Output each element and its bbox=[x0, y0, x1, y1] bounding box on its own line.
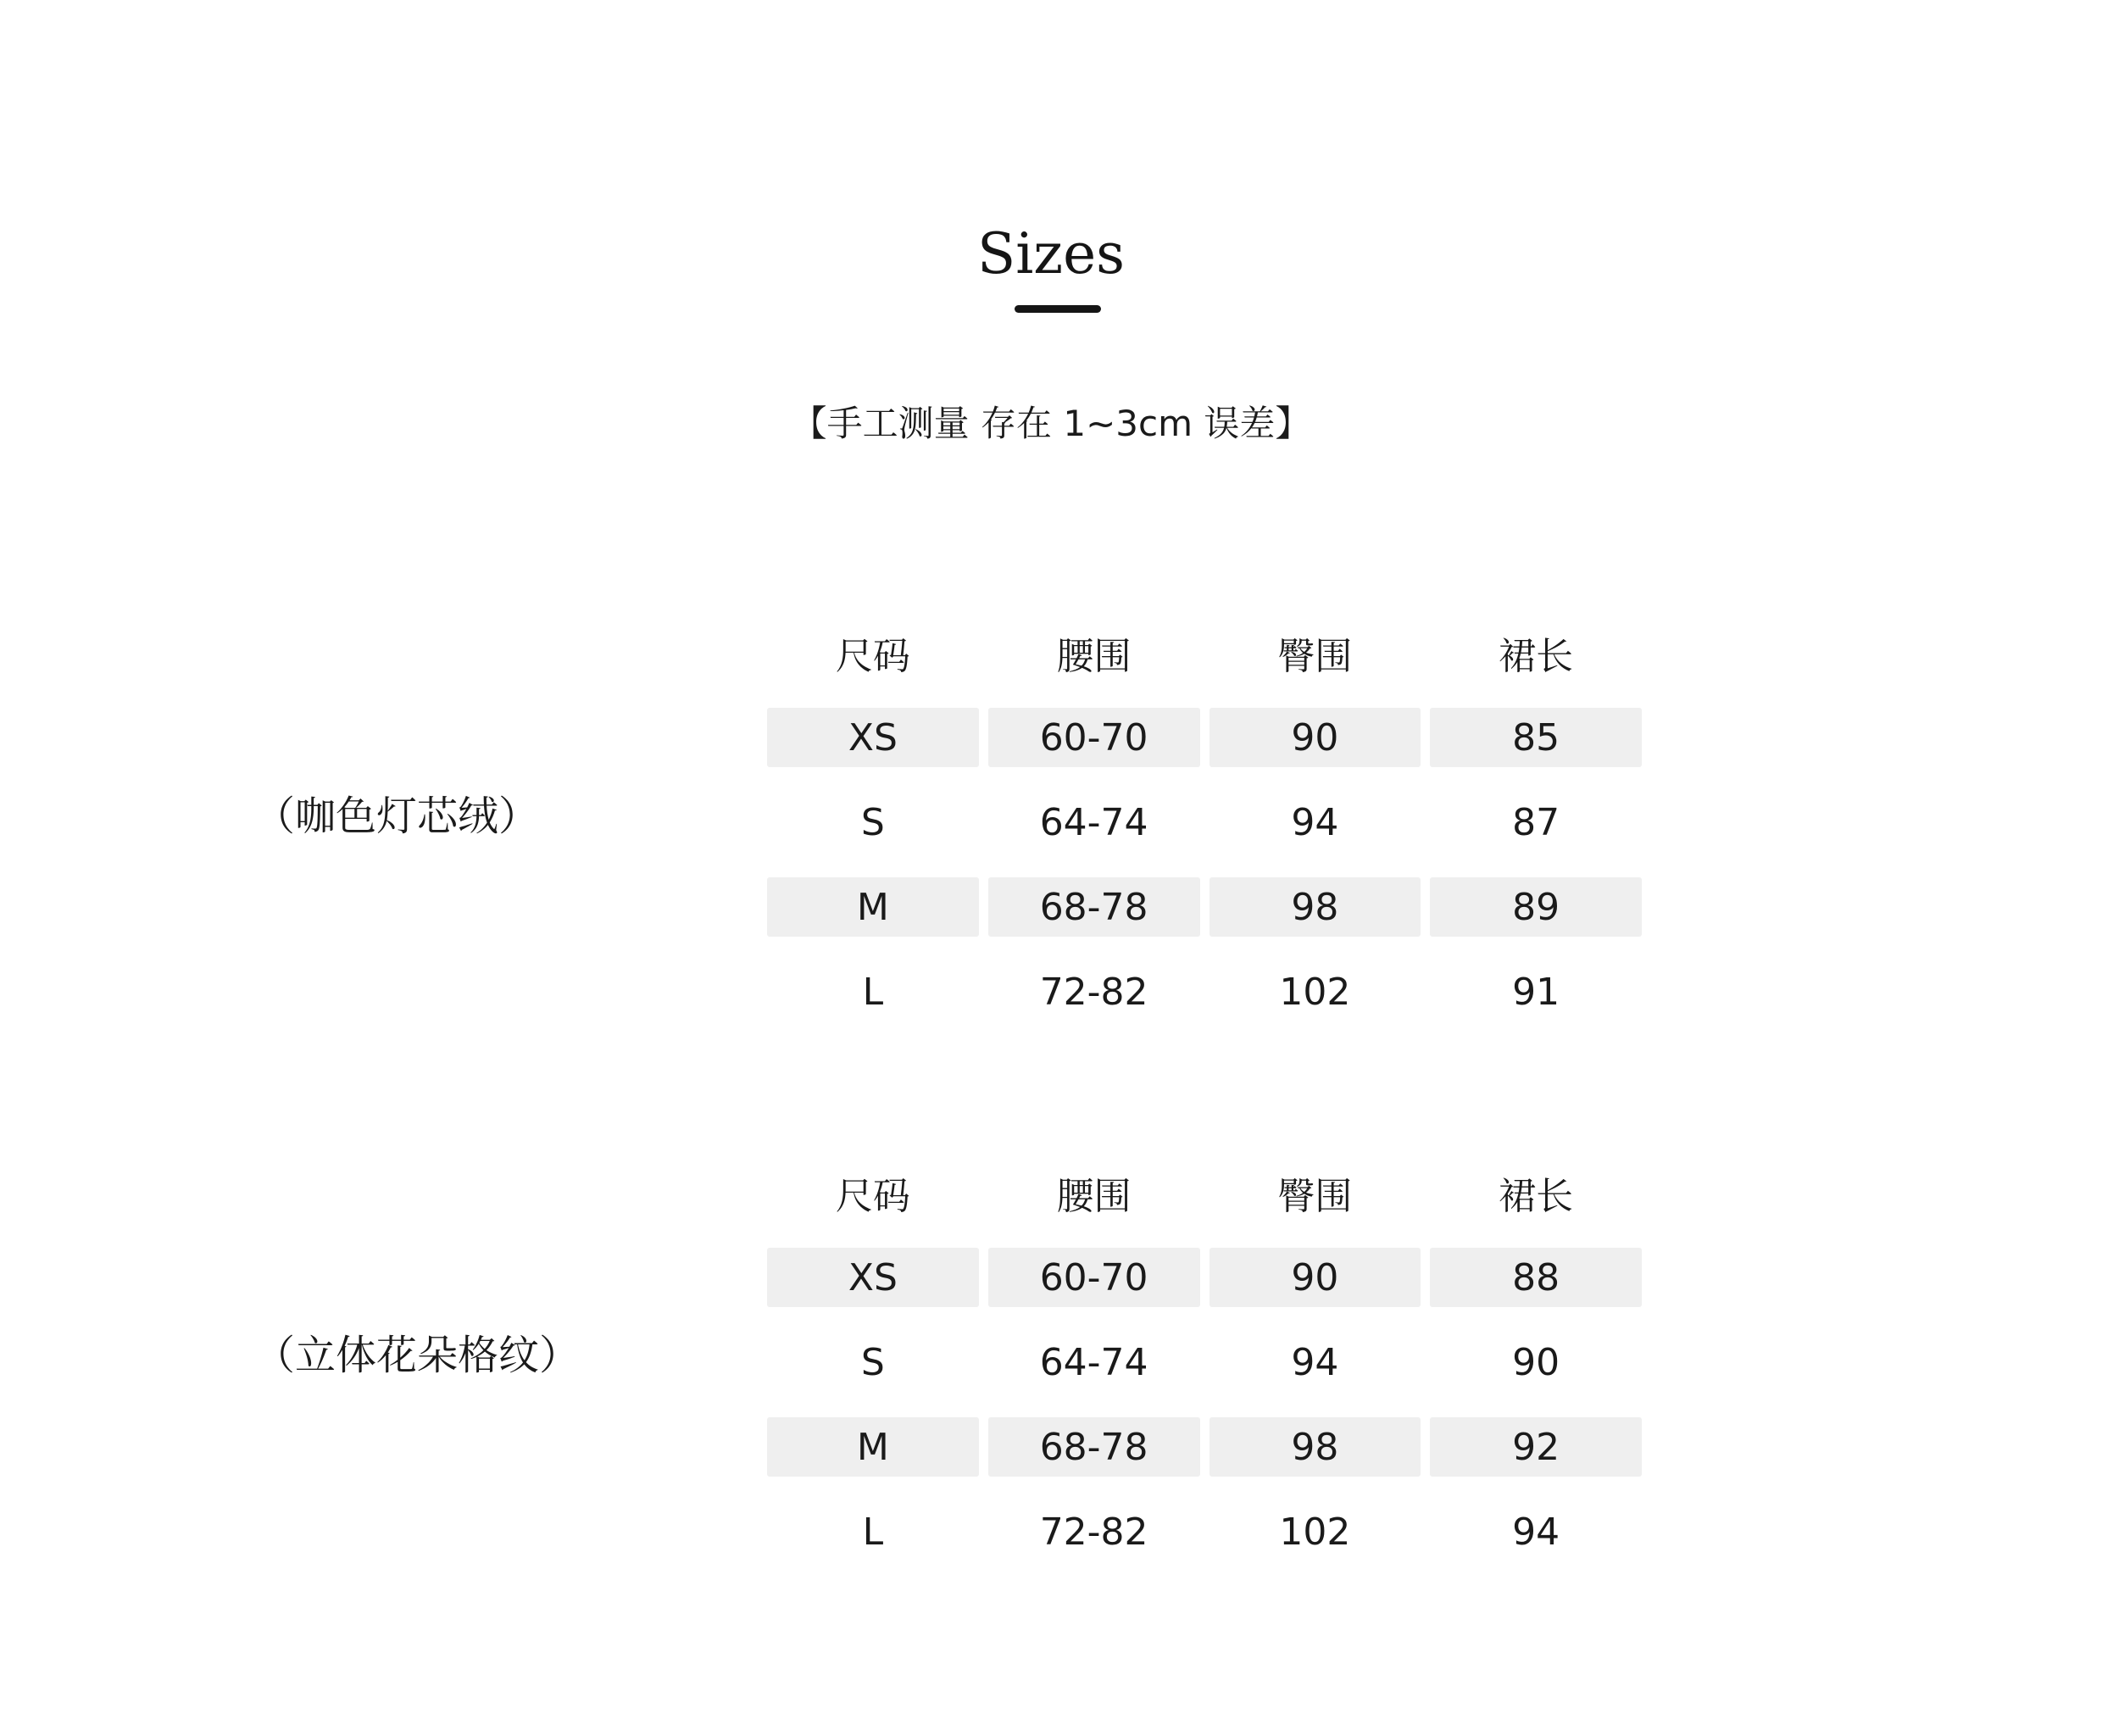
cell-size: L bbox=[862, 1510, 884, 1554]
header-hip: 臀围 bbox=[1277, 1175, 1353, 1218]
cell-length: 94 bbox=[1512, 1510, 1560, 1554]
cell-length: 85 bbox=[1430, 708, 1642, 767]
table-row bbox=[767, 1502, 1642, 1561]
table-row bbox=[767, 1417, 1642, 1477]
header-length: 裙长 bbox=[1499, 635, 1574, 678]
size-table-1 bbox=[767, 623, 1642, 1021]
cell-size: XS bbox=[767, 708, 979, 767]
cell-waist: 72-82 bbox=[1039, 970, 1148, 1014]
header-waist: 腰围 bbox=[1056, 635, 1132, 678]
table-row bbox=[767, 708, 1642, 767]
cell-waist: 60-70 bbox=[988, 708, 1200, 767]
cell-length: 87 bbox=[1512, 800, 1560, 844]
cell-length: 89 bbox=[1430, 877, 1642, 937]
cell-size: M bbox=[767, 877, 979, 937]
cell-size: S bbox=[860, 1340, 885, 1384]
table-1-label: （咖色灯芯绒） bbox=[254, 793, 540, 840]
table-header-row bbox=[767, 623, 1642, 682]
cell-length: 91 bbox=[1512, 970, 1560, 1014]
cell-hip: 98 bbox=[1209, 877, 1421, 937]
cell-length: 92 bbox=[1430, 1417, 1642, 1477]
cell-hip: 98 bbox=[1209, 1417, 1421, 1477]
cell-waist: 64-74 bbox=[1039, 1340, 1148, 1384]
cell-size: M bbox=[767, 1417, 979, 1477]
header-hip: 臀围 bbox=[1277, 635, 1353, 678]
cell-length: 90 bbox=[1512, 1340, 1560, 1384]
cell-size: L bbox=[862, 970, 884, 1014]
cell-hip: 102 bbox=[1279, 970, 1351, 1014]
header-length: 裙长 bbox=[1499, 1175, 1574, 1218]
header-size: 尺码 bbox=[835, 635, 910, 678]
cell-waist: 72-82 bbox=[1039, 1510, 1148, 1554]
header-waist: 腰围 bbox=[1056, 1175, 1132, 1218]
cell-waist: 60-70 bbox=[988, 1248, 1200, 1307]
table-row bbox=[767, 877, 1642, 937]
cell-size: XS bbox=[767, 1248, 979, 1307]
cell-hip: 90 bbox=[1209, 708, 1421, 767]
cell-size: S bbox=[860, 800, 885, 844]
table-row bbox=[767, 1248, 1642, 1307]
cell-waist: 64-74 bbox=[1039, 800, 1148, 844]
measurement-note: 【手工测量 存在 1~3cm 误差】 bbox=[791, 403, 1311, 444]
header-size: 尺码 bbox=[835, 1175, 910, 1218]
table-2-label: （立体花朵格纹） bbox=[254, 1332, 581, 1379]
cell-waist: 68-78 bbox=[988, 1417, 1200, 1477]
cell-hip: 94 bbox=[1291, 1340, 1339, 1384]
cell-waist: 68-78 bbox=[988, 877, 1200, 937]
table-row bbox=[767, 1333, 1642, 1392]
cell-length: 88 bbox=[1430, 1248, 1642, 1307]
page-title: Sizes bbox=[976, 221, 1126, 287]
cell-hip: 90 bbox=[1209, 1248, 1421, 1307]
table-header-row bbox=[767, 1163, 1642, 1222]
cell-hip: 102 bbox=[1279, 1510, 1351, 1554]
size-table-2 bbox=[767, 1163, 1642, 1561]
cell-hip: 94 bbox=[1291, 800, 1339, 844]
table-row bbox=[767, 793, 1642, 852]
title-underline bbox=[1015, 305, 1101, 313]
table-row bbox=[767, 962, 1642, 1021]
